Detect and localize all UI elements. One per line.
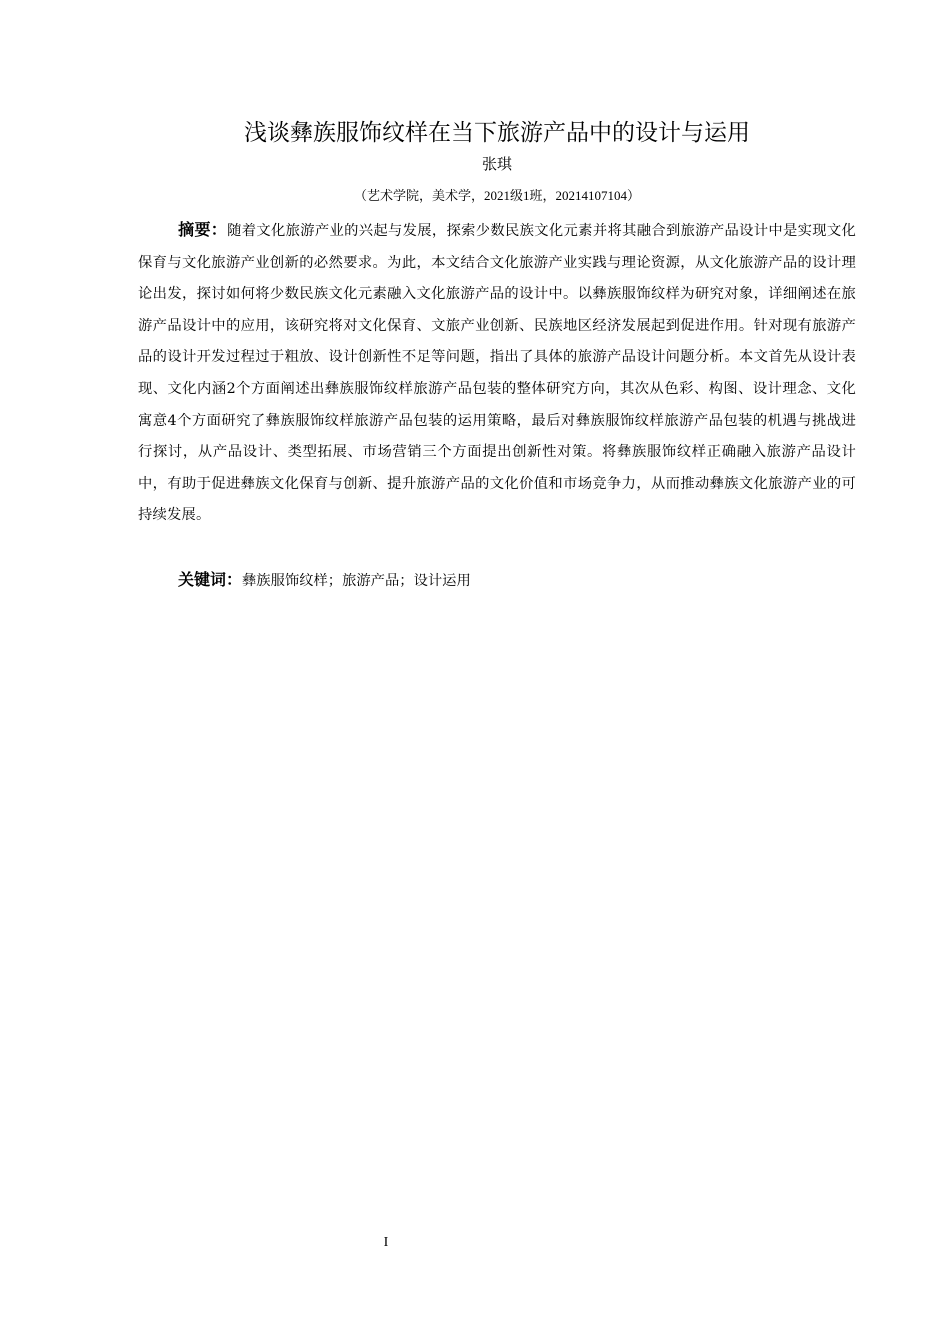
keywords-text: 彝族服饰纹样；旅游产品；设计运用 xyxy=(242,573,471,589)
author-name: 张琪 xyxy=(481,155,512,173)
keywords-label: 关键词： xyxy=(178,570,243,589)
author-affiliation: （艺术学院，美术学，2021级1班，20214107104） xyxy=(353,188,640,203)
keywords-line xyxy=(178,565,856,596)
document-title: 浅谈彝族服饰纹样在当下旅游产品中的设计与运用 xyxy=(244,120,750,146)
page-number: I xyxy=(383,1235,389,1250)
abstract-text: 随着文化旅游产业的兴起与发展，探索少数民族文化元素并将其融合到旅游产品设计中是实现文化保育与文化旅游产业创新的必然要求。为此，本文结合文化旅游产业实践与理论资源，从文化旅游产品的设计理论出发，探讨如何将少数民族文化元素融入文化旅游产品的设计中。以彝族服饰纹样为研究对象，详细阐述在旅游产品设计中的应用，该研究将对文化保育、文旅产业创新、民族地区经济发展起到促进作用。针对现有旅游产品的设计开发过程过于粗放、设计创新性不足等问题，指出了具体的旅游产品设计问题分析。本文首先从设计表现、文化内涵2个方面阐述出彝族服饰纹样旅游产品包装的整体研究方向，其次从色彩、构图、设计理念、文化寓意4个方面研究了彝族服饰纹样旅游产品包装的运用策略，最后对彝族服饰纹样旅游产品包装的机遇与挑战进行探讨，从产品设计、类型拓展、市场营销三个方面提出创新性对策。将彝族服饰纹样正确融入旅游产品设计中，有助于促进彝族文化保育与创新、提升旅游产品的文化价值和市场竞争力，从而推动彝族文化旅游产业的可持续发展。 xyxy=(138,223,856,524)
abstract-paragraph xyxy=(138,214,856,532)
abstract-label: 摘要： xyxy=(178,220,228,239)
